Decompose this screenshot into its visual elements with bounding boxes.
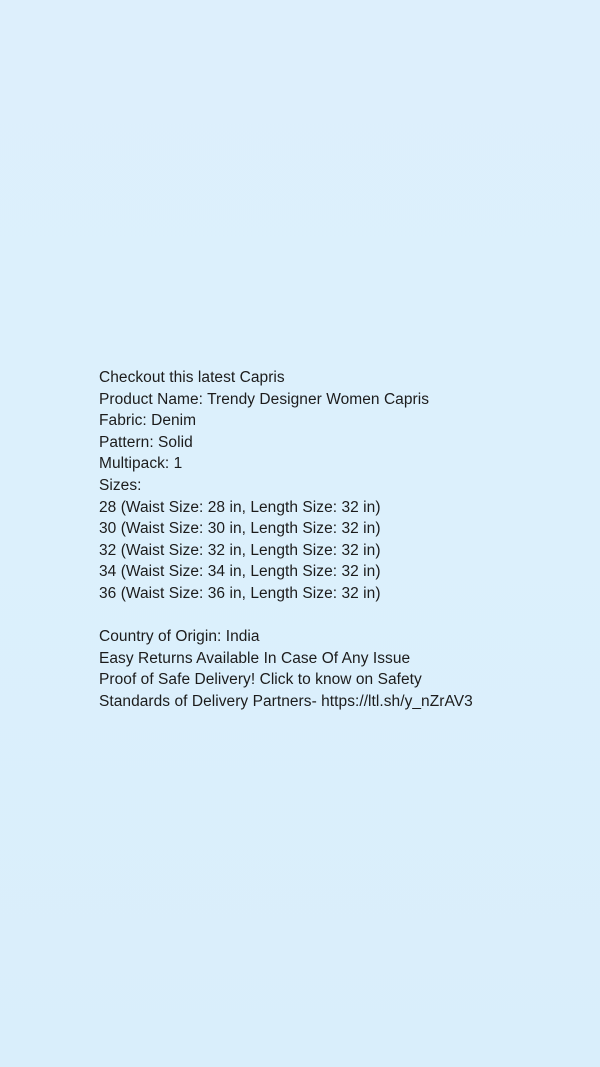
description-line-size-28: 28 (Waist Size: 28 in, Length Size: 32 in) bbox=[99, 498, 381, 516]
description-line-intro: Checkout this latest Capris bbox=[99, 369, 285, 386]
description-line-size-32: 32 (Waist Size: 32 in, Length Size: 32 in) bbox=[99, 541, 381, 559]
description-line-multipack: Multipack: 1 bbox=[99, 455, 183, 473]
description-line-country-of-origin: Country of Origin: India bbox=[99, 628, 260, 646]
description-line-returns: Easy Returns Available In Case Of Any Issue bbox=[99, 649, 411, 667]
description-line-safe-delivery-2: Standards of Delivery Partners- https://ltl.sh/y_nZrAV3 bbox=[99, 692, 473, 710]
description-line-size-34: 34 (Waist Size: 34 in, Length Size: 32 in) bbox=[99, 563, 381, 581]
description-line-size-36: 36 (Waist Size: 36 in, Length Size: 32 in) bbox=[99, 584, 381, 602]
description-line-pattern: Pattern: Solid bbox=[99, 433, 193, 451]
description-line-product-name: Product Name: Trendy Designer Women Capris bbox=[99, 390, 430, 408]
description-line-size-30: 30 (Waist Size: 30 in, Length Size: 32 in) bbox=[99, 520, 381, 538]
description-text-block bbox=[99, 367, 559, 713]
description-line-spacer bbox=[99, 605, 559, 627]
description-line-safe-delivery-1: Proof of Safe Delivery! Click to know on Safety bbox=[99, 671, 422, 689]
description-line-sizes-label: Sizes: bbox=[99, 476, 142, 494]
description-line-fabric: Fabric: Denim bbox=[99, 412, 197, 430]
